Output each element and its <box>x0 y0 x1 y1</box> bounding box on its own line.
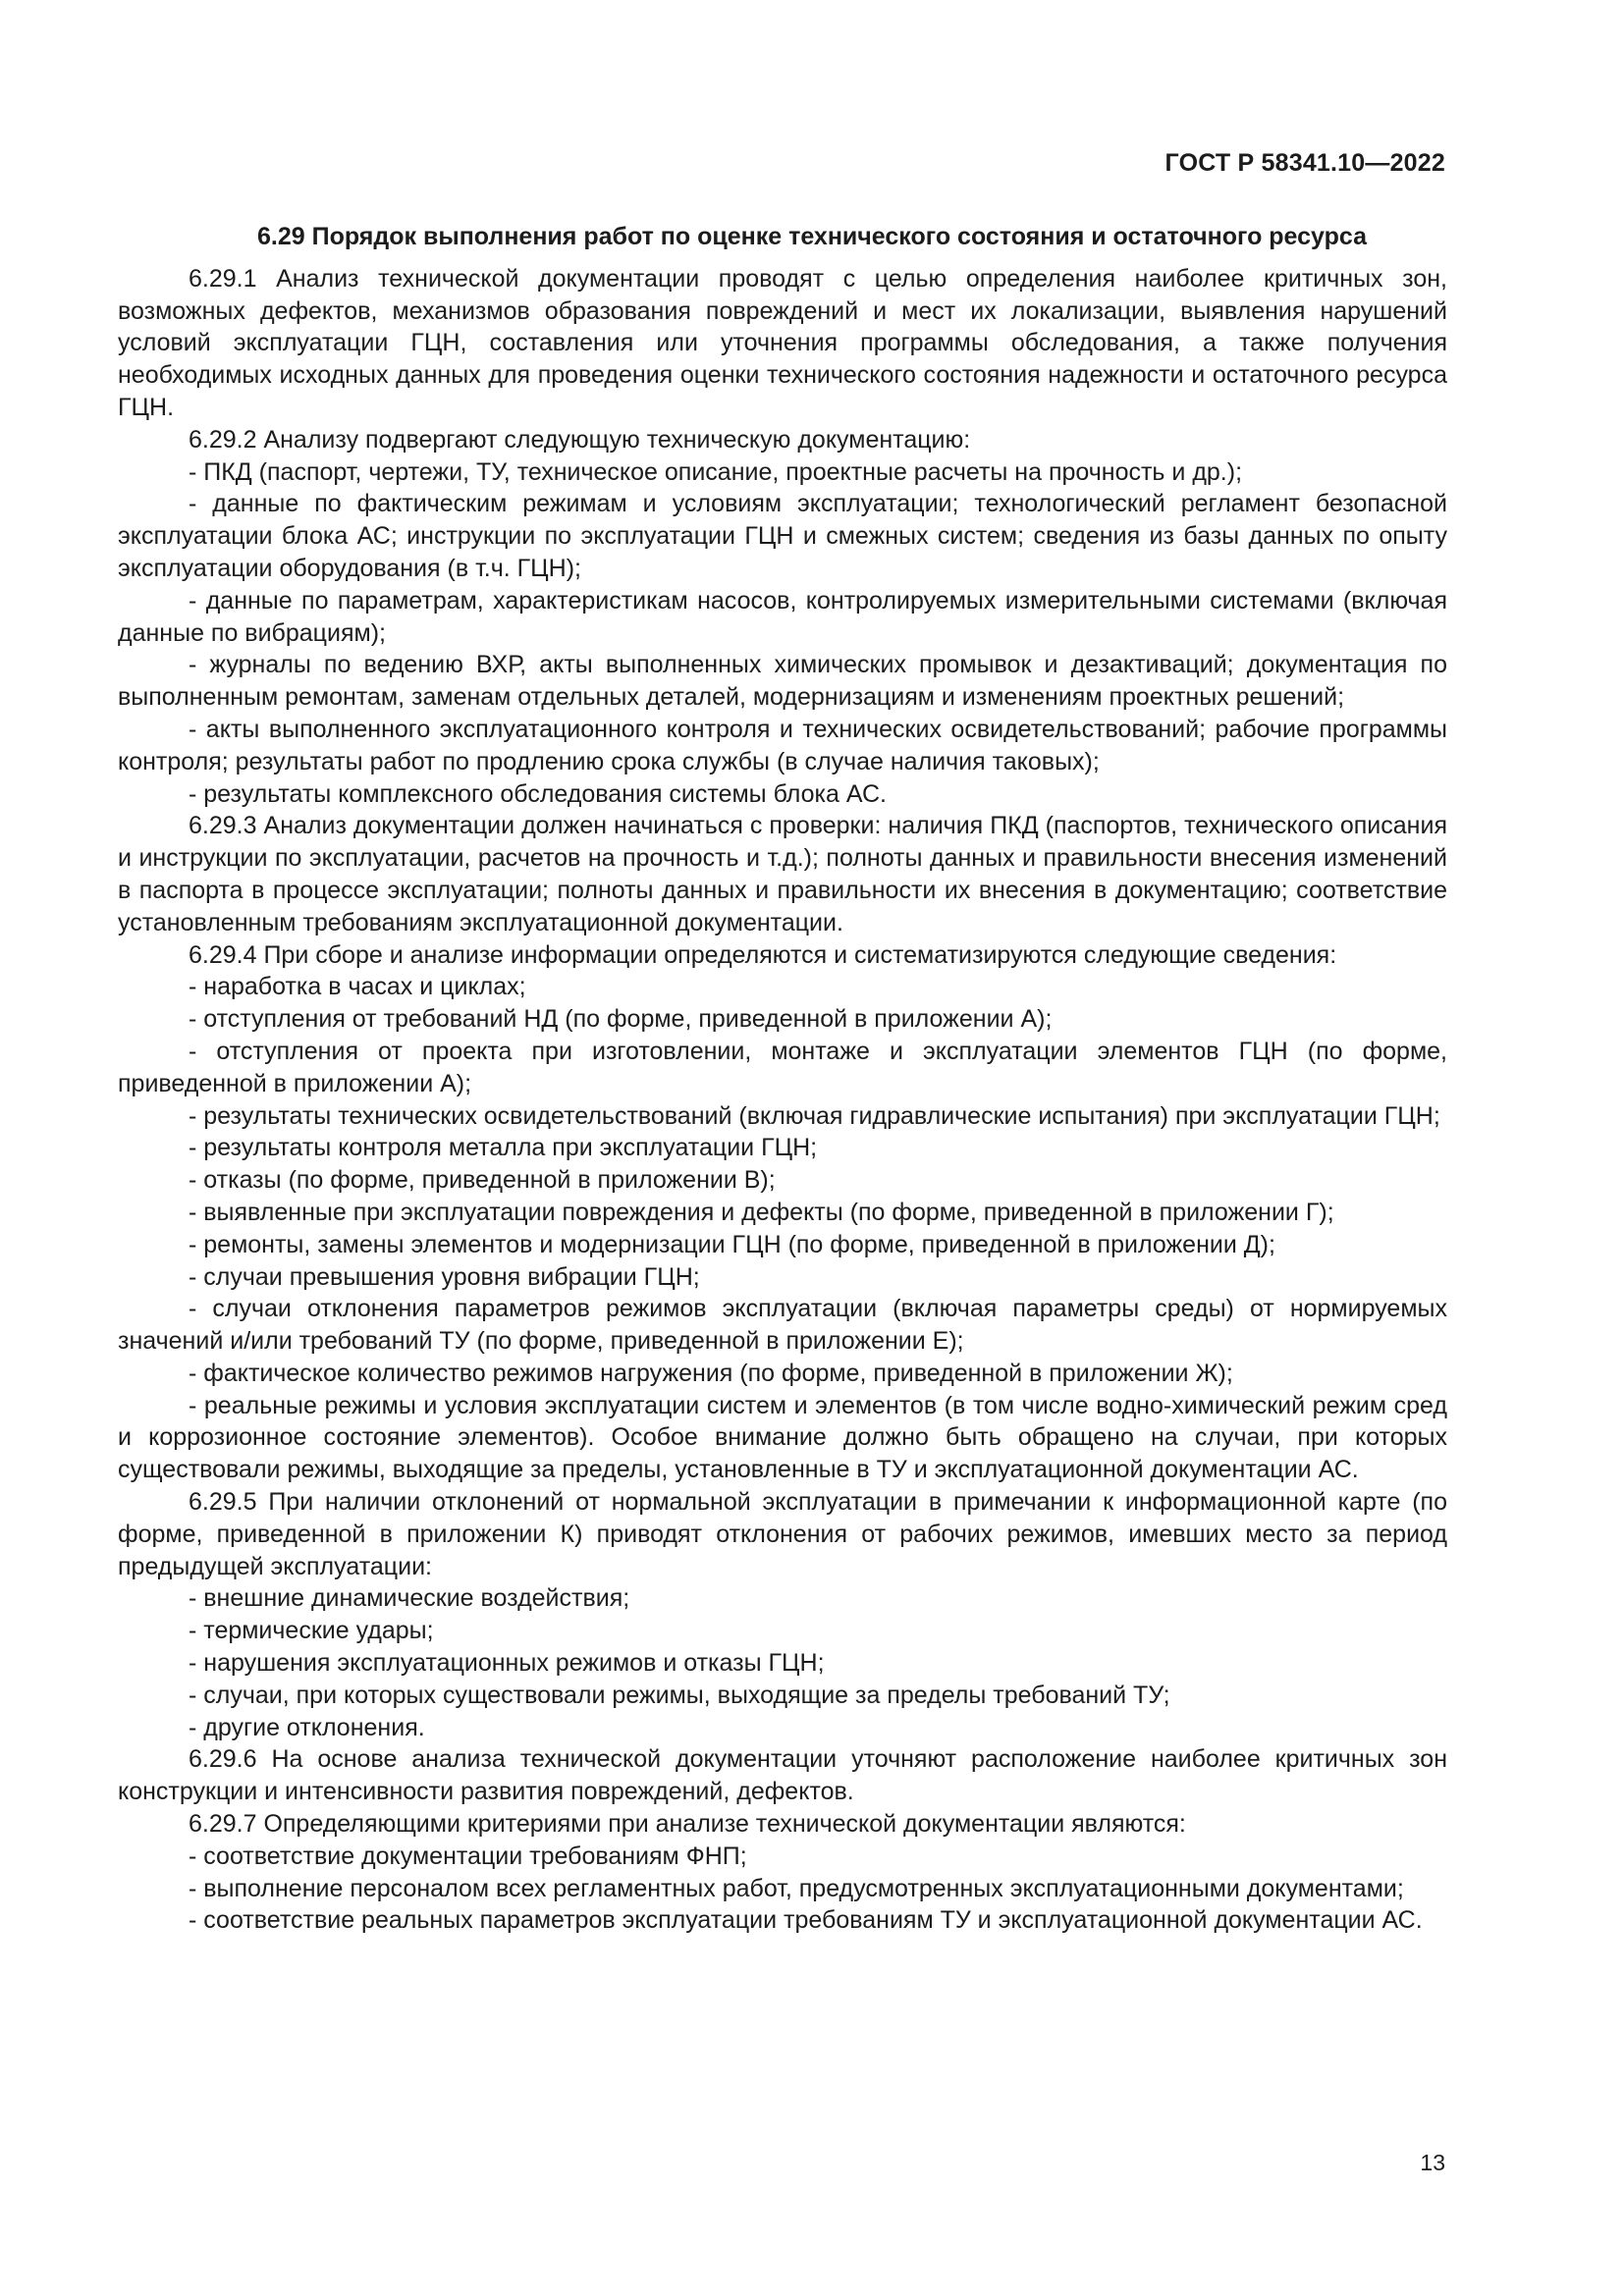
list-item: - соответствие реальных параметров эксплуатации требованиям ТУ и эксплуатационной документации АС. <box>189 1906 1423 1935</box>
page-number: 13 <box>1420 2150 1445 2175</box>
list-item: - соответствие документации требованиям ФНП; <box>189 1842 747 1870</box>
paragraph: 6.29.2 Анализу подвергают следующую техническую документацию: <box>189 425 971 454</box>
list-item: - ремонты, замены элементов и модернизации ГЦН (по форме, приведенной в приложении Д); <box>189 1230 1275 1258</box>
list-item: - данные по параметрам, характеристикам насосов, контролируемых измерительными системами (включая данные по вибрациям); <box>118 586 1447 647</box>
paragraph: 6.29.4 При сборе и анализе информации определяются и систематизируются следующие сведения: <box>189 940 1337 969</box>
list-item: - нарушения эксплуатационных режимов и отказы ГЦН; <box>189 1649 825 1678</box>
list-item: - внешние динамические воздействия; <box>189 1584 630 1613</box>
paragraph: 6.29.6 На основе анализа технической документации уточняют расположение наиболее критичных зон конструкции и интенсивности развития повреждений, дефектов. <box>118 1745 1447 1806</box>
list-item: - выполнение персоналом всех регламентных работ, предусмотренных эксплуатационными документами; <box>189 1874 1404 1902</box>
list-item: - данные по фактическим режимам и условиям эксплуатации; технологический регламент безопасной эксплуатации блока АС; инструкции по эксплуатации ГЦН и смежных систем; сведения из базы данных по опыту эксплуатации оборудования (в т.ч. ГЦН); <box>118 490 1447 582</box>
paragraph-list <box>118 263 1447 1937</box>
list-item: - отступления от проекта при изготовлении, монтаже и эксплуатации элементов ГЦН (по форме, приведенной в приложении А); <box>118 1037 1447 1097</box>
document-body <box>118 221 1447 1937</box>
list-item: - случаи, при которых существовали режимы, выходящие за пределы требований ТУ; <box>189 1681 1170 1709</box>
paragraph: 6.29.7 Определяющими критериями при анализе технической документации являются: <box>189 1810 1186 1839</box>
paragraph: 6.29.1 Анализ технической документации проводят с целью определения наиболее критичных зон, возможных дефектов, механизмов образования повреждений и мест их локализации, выявления нарушений условий эксплуатации ГЦН, составления или уточнения программы обследования, а также получения необходимых исходных данных для проведения оценки технического состояния надежности и остаточного ресурса ГЦН. <box>118 264 1447 421</box>
list-item: - результаты комплексного обследования системы блока АС. <box>189 779 887 808</box>
list-item: - реальные режимы и условия эксплуатации систем и элементов (в том числе водно-химический режим сред и коррозионное состояние элементов). Особое внимание должно быть обращено на случаи, при которых существовали режимы, выходящие за пределы, установленные в ТУ и эксплуатационной документации АС. <box>118 1391 1447 1484</box>
list-item: - журналы по ведению ВХР, акты выполненных химических промывок и дезактиваций; документация по выполненным ремонтам, заменам отдельных деталей, модернизациям и изменениям проектных решений; <box>118 651 1447 712</box>
paragraph: 6.29.5 При наличии отклонений от нормальной эксплуатации в примечании к информационной карте (по форме, приведенной в приложении К) приводят отклонения от рабочих режимов, имевших место за период предыдущей эксплуатации: <box>118 1488 1447 1580</box>
list-item: - термические удары; <box>189 1617 434 1645</box>
list-item: - отступления от требований НД (по форме, приведенной в приложении А); <box>189 1005 1053 1034</box>
document-code: ГОСТ Р 58341.10—2022 <box>1164 149 1445 177</box>
list-item: - результаты технических освидетельствований (включая гидравлические испытания) при эксплуатации ГЦН; <box>189 1101 1440 1130</box>
list-item: - случаи отклонения параметров режимов эксплуатации (включая параметры среды) от нормируемых значений и/или требований ТУ (по форме, приведенной в приложении Е); <box>118 1295 1447 1356</box>
list-item: - наработка в часах и циклах; <box>189 973 526 1001</box>
section-title: 6.29 Порядок выполнения работ по оценке технического состояния и остаточного ресурса <box>257 223 1367 250</box>
paragraph: 6.29.3 Анализ документации должен начинаться с проверки: наличия ПКД (паспортов, технического описания и инструкции по эксплуатации, расчетов на прочность и т.д.); полноты данных и правильности внесения изменений в паспорта в процессе эксплуатации; полноты данных и правильности их внесения в документацию; соответствие установленным требованиям эксплуатационной документации. <box>118 812 1447 936</box>
list-item: - случаи превышения уровня вибрации ГЦН; <box>189 1262 700 1291</box>
list-item: - другие отклонения. <box>189 1713 425 1741</box>
list-item: - ПКД (паспорт, чертежи, ТУ, техническое описание, проектные расчеты на прочность и др.); <box>189 457 1243 486</box>
list-item: - выявленные при эксплуатации повреждения и дефекты (по форме, приведенной в приложении Г); <box>189 1198 1334 1226</box>
list-item: - акты выполненного эксплуатационного контроля и технических освидетельствований; рабочие программы контроля; результаты работ по продлению срока службы (в случае наличия таковых); <box>118 715 1447 775</box>
list-item: - результаты контроля металла при эксплуатации ГЦН; <box>189 1134 818 1162</box>
list-item: - отказы (по форме, приведенной в приложении В); <box>189 1166 776 1195</box>
list-item: - фактическое количество режимов нагружения (по форме, приведенной в приложении Ж); <box>189 1359 1233 1387</box>
